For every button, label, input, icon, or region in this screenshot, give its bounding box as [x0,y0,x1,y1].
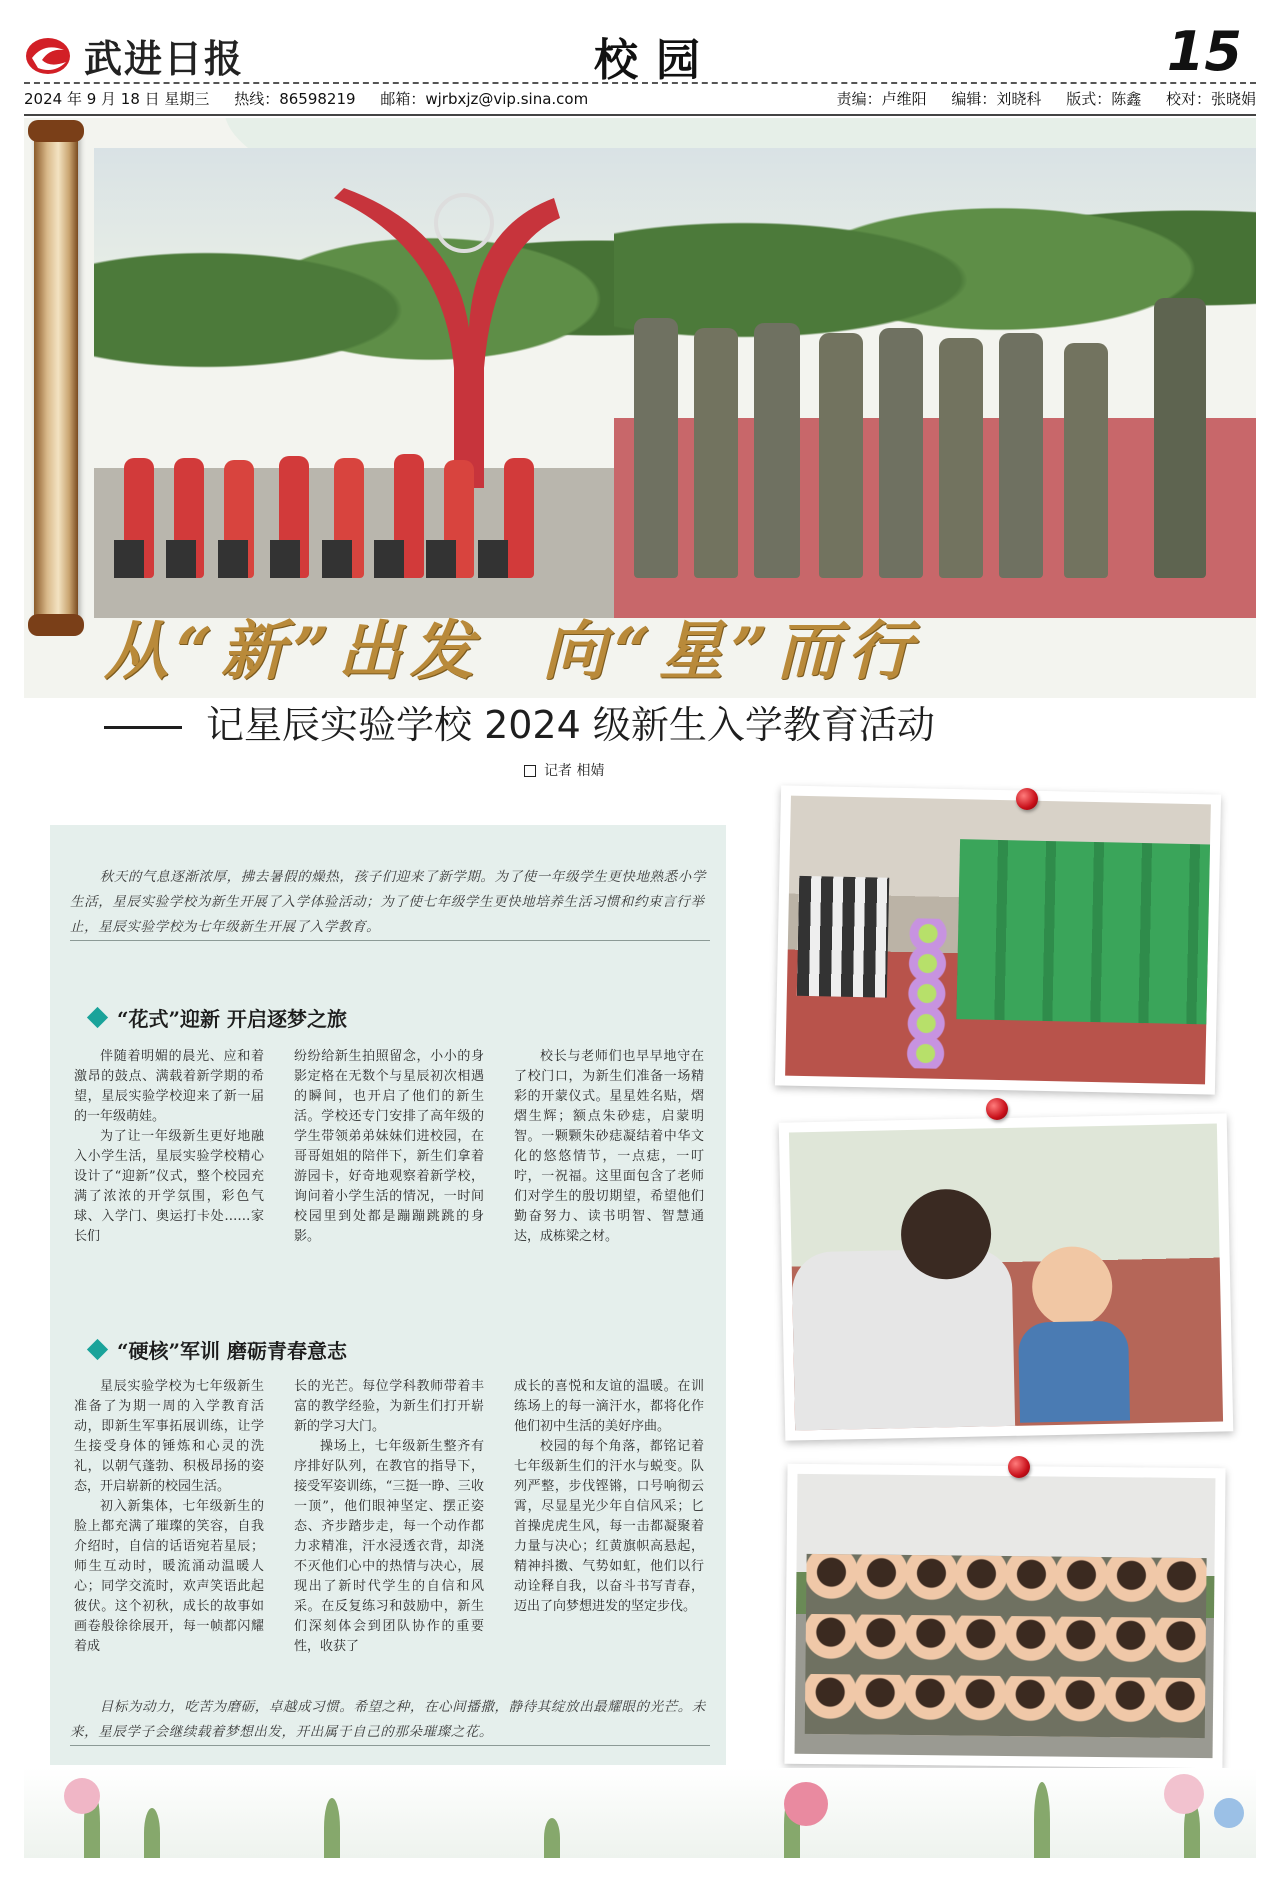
header-divider-dashed [24,82,1256,84]
red-pin-icon [1008,1456,1030,1478]
hero-photo [94,148,1256,618]
balloon-arch [905,918,948,1069]
section2-columns [74,1377,704,1657]
email: 邮箱：wjrbxjz@vip.sina.com [380,90,589,108]
article-intro: 秋天的气息逐渐浓厚，拂去暑假的燥热，孩子们迎来了新学期。为了使一年级学生更快地熟悉小学生活，星辰实验学校为新生开展了入学体验活动；为了使七年级学生更快地培养生活习惯和约束言行举止，星辰实验学校为七年级新生开展了入学教育。 [70,865,710,941]
section2-heading [90,1335,347,1364]
section2-col3 [514,1377,704,1657]
hotline: 热线：86598219 [234,90,356,108]
scroll-icon [34,128,78,628]
sub-headline-text: 记星辰实验学校 2024 级新生入学教育活动 [206,703,935,747]
paragraph: 校长与老师们也早早地守在了校门口，为新生们准备一场精彩的开蒙仪式。星星姓名贴，熠熠生辉；额点朱砂痣，启蒙明智。一颗颗朱砂痣凝结着中华文化的悠悠情节，一点痣，一叮咛，一祝福。这里面包含了老师们对学生的殷切期望，希望他们勤奋努力、读书明智、智慧通达，成栋梁之材。 [514,1049,704,1244]
section1-col1 [74,1047,264,1247]
subtitle-dash [104,726,182,729]
paragraph: 为了让一年级新生更好地融入小学生活，星辰实验学校精心设计了“迎新”仪式，整个校园充满了浓浓的开学氛围，彩色气球、入学门、奥运打卡处……家长们 [74,1129,264,1244]
diamond-bullet-icon [87,1007,108,1028]
child-face [1031,1246,1113,1328]
header-info-bar [24,88,1256,114]
paragraph: 成长的喜悦和友谊的温暖。在训练场上的每一滴汗水，都将化作他们初中生活的美好序曲。 [514,1379,704,1434]
article-outro: 目标为动力，吃苦为磨砺，卓越成习惯。希望之种，在心间播撒，静待其绽放出最耀眼的光芒。未来，星辰学子会继续载着梦想出发，开出属于自己的那朵璀璨之花。 [70,1695,710,1746]
child-shirt [1018,1320,1130,1422]
paper-logo [24,28,244,83]
header-divider-solid [24,114,1256,116]
page-number: 15 [1166,20,1242,83]
editor-in-charge: 责编：卢维阳 [836,90,927,108]
students-group [805,1554,1207,1738]
main-headline: 从“新”出发 向“星”而行 [104,614,920,689]
red-pin-icon [986,1098,1008,1120]
bottom-flower-decoration [24,1768,1256,1858]
paper-name: 武进日报 [84,36,245,81]
section2-heading-text: “硬核”军训 磨砺青春意志 [117,1339,347,1363]
drum-band-photo [94,148,654,618]
section2-col2 [294,1377,484,1657]
drums [114,540,514,578]
editor: 编辑：刘晓科 [951,90,1042,108]
section1-heading [90,1003,347,1032]
byline-text: 记者 相婧 [544,763,605,779]
header-info-right [837,88,1256,114]
paragraph: 初入新集体，七年级新生的脸上都充满了璀璨的笑容，自我介绍时，自信的话语宛若星辰；师生互动时，暖流涌动温暖人心；同学交流时，欢声笑语此起彼伏。这个初秋，成长的故事如画卷般徐徐展开，每一帧都闪耀着成 [74,1499,264,1654]
paragraph: 纷纷给新生拍照留念，小小的身影定格在无数个与星辰初次相遇的瞬间，也开启了他们的新生活。学校还专门安排了高年级的学生带领弟弟妹妹们进校园，在哥哥姐姐的陪伴下，新生们拿着游园卡，好奇地观察着新学校，询问着小学生活的情况，一时间校园里到处都是蹦蹦跳跳的身影。 [294,1049,484,1244]
teacher [791,1248,1015,1431]
paragraph: 星辰实验学校为七年级新生准备了为期一周的入学教育活动，即新生军事拓展训练，让学生接受身体的锤炼和心灵的洗礼，以朝气蓬勃、积极昂扬的姿态，开启崭新的校园生活。 [74,1379,264,1494]
sub-headline [104,694,935,749]
byline-box-icon [524,765,536,777]
red-sculpture [324,188,564,488]
issue-date: 2024 年 9 月 18 日 星期三 [24,90,210,108]
section1-col3 [514,1047,704,1247]
paragraph: 操场上，七年级新生整齐有序排好队列，在教官的指导下，接受军姿训练，“三挺一睁、三收一顶”，他们眼神坚定、摆正姿态、齐步踏步走，每一个动作都力求精准，汗水浸透衣背，却浇不灭他们心中的热情与决心，展现出了新时代学生的自信和风采。在反复练习和鼓励中，新生们深刻体会到团队协作的重要性，收获了 [294,1439,484,1654]
military-training-photo [614,148,1256,618]
red-pin-icon [1016,788,1038,810]
section1-columns [74,1047,704,1247]
diamond-bullet-icon [87,1339,108,1360]
paragraph: 长的光芒。每位学科教师带着丰富的教学经验，为新生们打开崭新的学习大门。 [294,1379,484,1434]
header-info-left [24,88,608,114]
photo-seventh-graders [784,1464,1225,1769]
section1-heading-text: “花式”迎新 开启逐梦之旅 [117,1007,347,1031]
paragraph: 伴随着明媚的晨光、应和着激昂的鼓点、满载着新学期的希望，星辰实验学校迎来了新一届的一年级萌娃。 [74,1049,264,1124]
children-queue [797,876,889,998]
section1-col2 [294,1047,484,1247]
paragraph: 校园的每个角落，都铭记着七年级新生们的汗水与蜕变。队列严整，步伐铿锵，口号响彻云霄，尽显星光少年自信风采；匕首操虎虎生风，每一击都凝聚着力量与决心；红黄旗帜高悬起，精神抖擞、气势如虹，他们以行动诠释自我，以奋斗书写青春，迈出了向梦想进发的坚定步伐。 [514,1439,704,1614]
byline [524,760,604,780]
wujin-logo-icon [24,34,76,78]
proofreader: 校对：张晓娟 [1165,90,1256,108]
article-body [50,825,726,1765]
section2-col1 [74,1377,264,1657]
photo-welcome-teachers [775,785,1221,1094]
photo-cinnabar-ceremony [779,1113,1234,1440]
teachers-green-shirts [956,839,1211,1024]
layout-designer: 版式：陈鑫 [1066,90,1142,108]
masthead [24,20,1256,112]
section-title: 校园 [594,35,718,86]
